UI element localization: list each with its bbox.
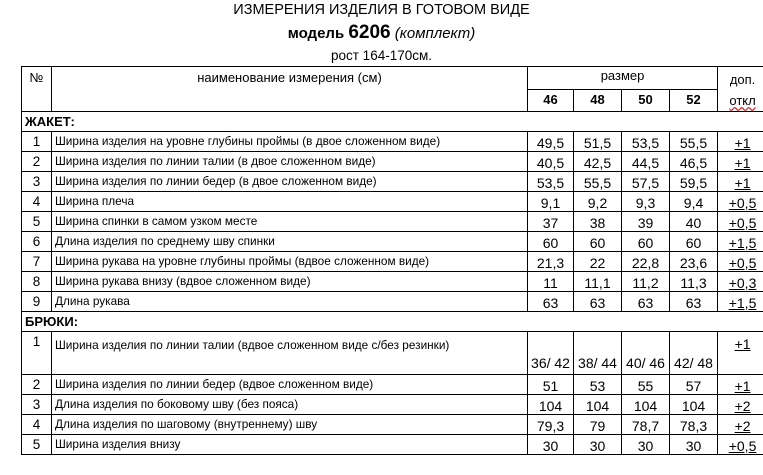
value-size-46: 49,5 [528,132,574,152]
tolerance-cell [718,192,763,212]
tolerance-cell [718,375,763,395]
measurement-name: Ширина рукава на уровне глубины проймы (вдвое сложенном виде) [52,252,528,272]
row-number: 5 [22,435,52,455]
value-size-52: 40 [670,212,718,232]
value-size-50: 39 [622,212,670,232]
table-row [22,415,763,435]
measurement-name: Ширина рукава внизу (вдвое сложенном виде) [52,272,528,292]
row-number: 7 [22,252,52,272]
row-number: 1 [22,332,52,375]
section-title: ЖАКЕТ: [22,112,763,132]
table-row [22,332,763,375]
size-52: 52 [670,89,718,112]
value-size-48: 53 [574,375,622,395]
value-size-52: 30 [670,435,718,455]
value-size-46: 37 [528,212,574,232]
value-size-50: 63 [622,292,670,312]
measurement-name: Длина изделия по шаговому (внутреннему) шву [52,415,528,435]
value-size-52: 104 [670,395,718,415]
tolerance-cell [718,252,763,272]
measurement-name: Ширина изделия внизу [52,435,528,455]
tolerance-value: +1 [734,175,751,191]
value-size-46: 51 [528,375,574,395]
measurement-name: Ширина изделия по линии бедер (в двое сложенном виде) [52,172,528,192]
header-num: № [22,67,52,112]
table-row [22,435,763,455]
tolerance-value: +1,5 [728,235,757,251]
value-size-46: 63 [528,292,574,312]
row-number: 8 [22,272,52,292]
table-row [22,232,763,252]
model-kit: (комплект) [394,25,476,42]
tolerance-value: +2 [734,418,751,434]
value-size-48: 63 [574,292,622,312]
tolerance-value: +1 [734,155,751,171]
tolerance-value: +0,5 [728,215,757,231]
value-size-46: 9,1 [528,192,574,212]
document-title: ИЗМЕРЕНИЯ ИЗДЕЛИЯ В ГОТОВОМ ВИДЕ [233,2,530,18]
value-size-50: 9,3 [622,192,670,212]
value-size-50: 44,5 [622,152,670,172]
value-size-46: 11 [528,272,574,292]
value-size-46: 40,5 [528,152,574,172]
value-size-46: 104 [528,395,574,415]
value-size-52: 46,5 [670,152,718,172]
header-tolerance-line2: откл [729,93,756,108]
row-number: 2 [22,375,52,395]
tolerance-value: +1 [734,336,751,352]
value-size-48: 22 [574,252,622,272]
table-row [22,395,763,415]
size-46: 46 [528,89,574,112]
value-size-48: 30 [574,435,622,455]
header-tolerance [718,67,763,112]
row-number: 4 [22,192,52,212]
value-size-52: 57 [670,375,718,395]
row-number: 5 [22,212,52,232]
tolerance-value: +1,5 [728,295,757,311]
tolerance-cell [718,232,763,252]
table-row [22,375,763,395]
measurement-name: Ширина спинки в самом узком месте [52,212,528,232]
measurement-name: Длина изделия по среднему шву спинки [52,232,528,252]
header-tolerance-line1: доп. [729,72,756,87]
section-title: БРЮКИ: [22,312,763,332]
measurement-name: Ширина изделия по линии талии (вдвое сложенном виде с/без резинки) [52,332,528,375]
tolerance-value: +1 [734,135,751,151]
model-number: 6206 [348,22,391,43]
tolerance-value: +0,5 [728,195,757,211]
value-size-50: 104 [622,395,670,415]
header-row [22,67,763,90]
header-size: размер [528,67,718,90]
value-size-48: 38 [574,212,622,232]
value-size-46: 36/ 42 [528,332,574,375]
table-row [22,132,763,152]
measurements-table [21,66,763,455]
value-size-50: 22,8 [622,252,670,272]
value-size-50: 53,5 [622,132,670,152]
size-48: 48 [574,89,622,112]
row-number: 2 [22,152,52,172]
value-size-48: 51,5 [574,132,622,152]
row-number: 9 [22,292,52,312]
value-size-50: 40/ 46 [622,332,670,375]
measurement-name: Ширина изделия по линии бедер (вдвое сложенном виде) [52,375,528,395]
table-row [22,292,763,312]
table-row [22,212,763,232]
value-size-52: 9,4 [670,192,718,212]
value-size-48: 55,5 [574,172,622,192]
value-size-52: 78,3 [670,415,718,435]
value-size-48: 9,2 [574,192,622,212]
tolerance-cell [718,212,763,232]
value-size-48: 42,5 [574,152,622,172]
value-size-52: 11,3 [670,272,718,292]
value-size-50: 30 [622,435,670,455]
value-size-48: 104 [574,395,622,415]
value-size-52: 63 [670,292,718,312]
tolerance-cell [718,332,763,375]
tolerance-value: +0,5 [728,255,757,271]
value-size-52: 59,5 [670,172,718,192]
value-size-50: 55 [622,375,670,395]
tolerance-cell [718,132,763,152]
value-size-52: 60 [670,232,718,252]
measurement-name: Длина рукава [52,292,528,312]
row-number: 1 [22,132,52,152]
measurement-name: Ширина изделия по линии талии (в двое сложенном виде) [52,152,528,172]
height-range: рост 164-170см. [330,48,433,63]
header-name: наименование измерения (см) [52,67,528,112]
value-size-46: 53,5 [528,172,574,192]
value-size-46: 21,3 [528,252,574,272]
value-size-46: 60 [528,232,574,252]
value-size-46: 30 [528,435,574,455]
tolerance-cell [718,292,763,312]
value-size-48: 79 [574,415,622,435]
section-row [22,312,763,332]
table-row [22,272,763,292]
row-number: 6 [22,232,52,252]
value-size-52: 42/ 48 [670,332,718,375]
tolerance-cell [718,435,763,455]
value-size-52: 23,6 [670,252,718,272]
value-size-48: 38/ 44 [574,332,622,375]
row-number: 4 [22,415,52,435]
measurement-name: Ширина изделия на уровне глубины проймы (в двое сложенном виде) [52,132,528,152]
tolerance-cell [718,172,763,192]
model-label: модель [287,25,345,42]
row-number: 3 [22,172,52,192]
model-line [0,22,763,44]
value-size-46: 79,3 [528,415,574,435]
measurement-name: Ширина плеча [52,192,528,212]
tolerance-value: +0,5 [728,438,757,454]
table-row [22,172,763,192]
value-size-50: 11,2 [622,272,670,292]
tolerance-value: +1 [734,378,751,394]
size-50: 50 [622,89,670,112]
section-row [22,112,763,132]
tolerance-cell [718,272,763,292]
table-row [22,252,763,272]
value-size-50: 57,5 [622,172,670,192]
value-size-52: 55,5 [670,132,718,152]
tolerance-cell [718,395,763,415]
tolerance-value: +0,3 [728,275,757,291]
table-row [22,192,763,212]
row-number: 3 [22,395,52,415]
tolerance-cell [718,152,763,172]
tolerance-cell [718,415,763,435]
table-row [22,152,763,172]
value-size-50: 60 [622,232,670,252]
tolerance-value: +2 [734,398,751,414]
value-size-48: 11,1 [574,272,622,292]
value-size-48: 60 [574,232,622,252]
measurement-name: Длина изделия по боковому шву (без пояса) [52,395,528,415]
value-size-50: 78,7 [622,415,670,435]
